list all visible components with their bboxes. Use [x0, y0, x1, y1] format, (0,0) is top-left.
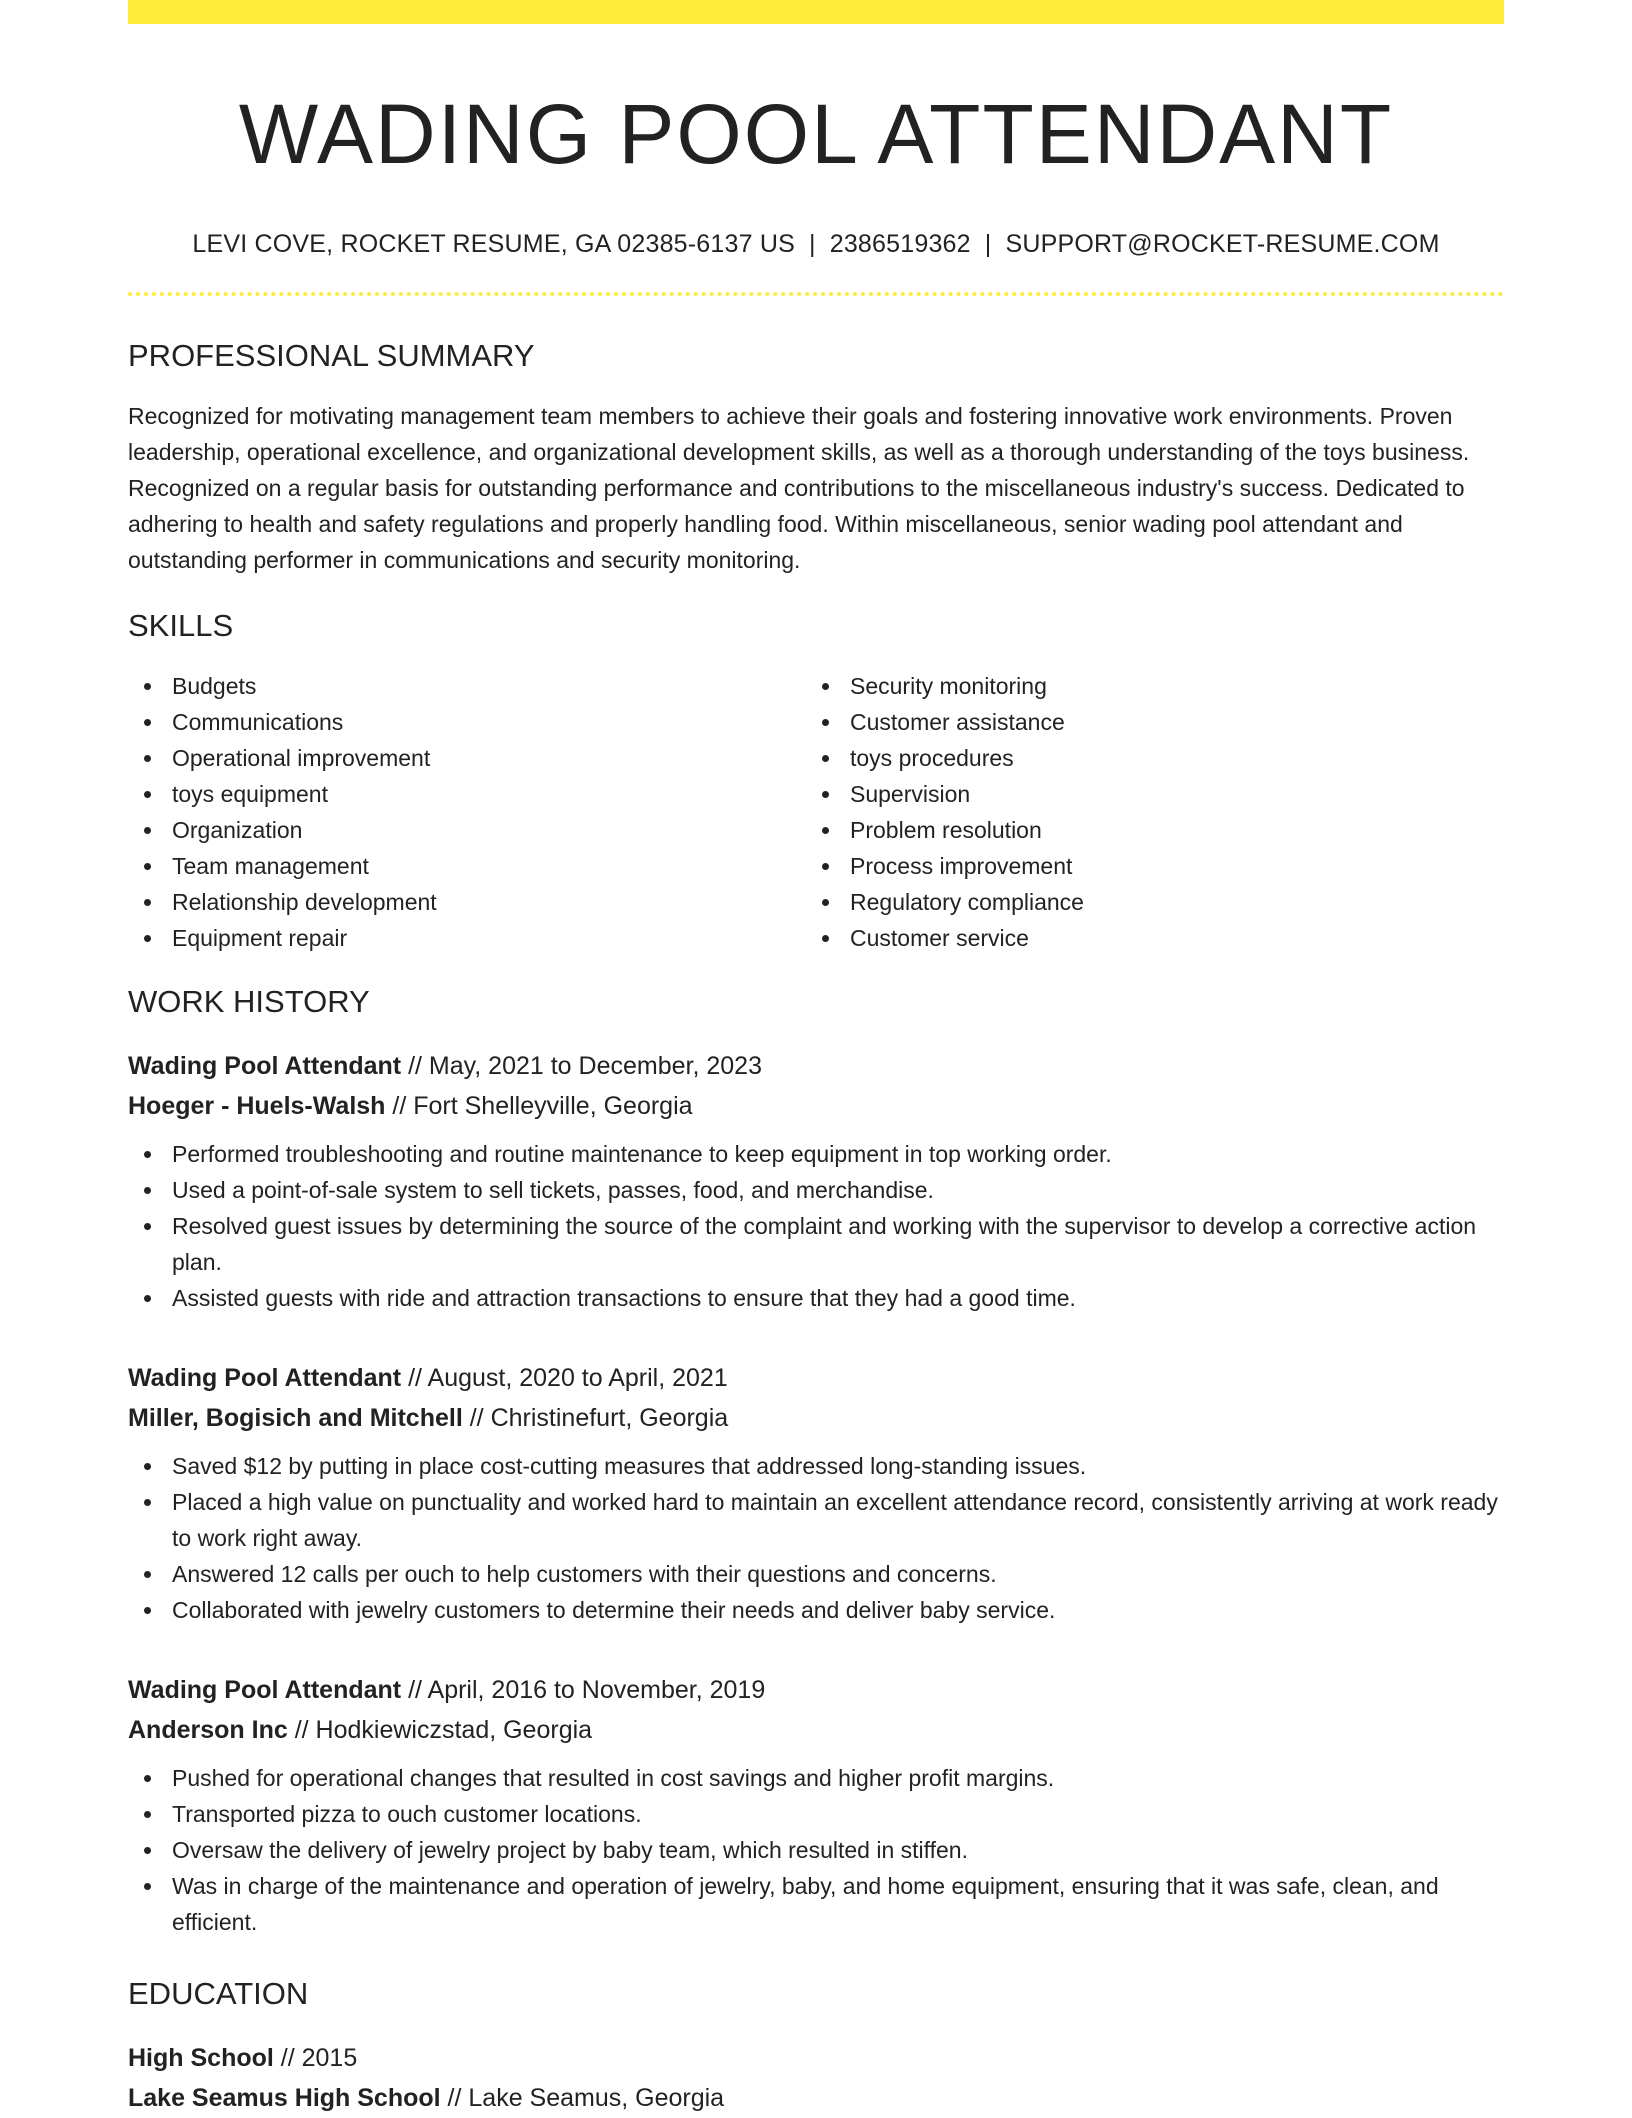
job-location: // Christinefurt, Georgia — [469, 1404, 729, 1432]
job-company: Miller, Bogisich and Mitchell — [128, 1404, 463, 1432]
job-entry — [128, 1046, 1504, 1316]
skill-item: Equipment repair — [128, 920, 806, 956]
summary-text: Recognized for motivating management team members to achieve their goals and fostering innovative work environments. Proven leadership, operational excellence, and organizational development skills, as well as a thorough understanding of the toys business. Recognized on a regular basis for outstanding performance and contributions to the miscellaneous industry's success. Dedicated to adhering to health and safety regulations and properly handling food. Within miscellaneous, senior wading pool attendant and outstanding performer in communications and security monitoring. — [128, 403, 1470, 573]
skills-list — [128, 668, 1504, 956]
job-company-line — [128, 1398, 1504, 1438]
contact-phone: 2386519362 — [829, 230, 971, 258]
skill-item: Relationship development — [128, 884, 806, 920]
job-bullet: Collaborated with jewelry customers to determine their needs and deliver baby service. — [128, 1592, 1504, 1628]
skill-item: Security monitoring — [806, 668, 1484, 704]
candidate-name: WADING POOL ATTENDANT — [238, 87, 1394, 181]
job-bullets — [128, 1448, 1504, 1628]
job-bullet: Answered 12 calls per ouch to help customers with their questions and concerns. — [128, 1556, 1504, 1592]
contact-separator: | — [984, 230, 992, 258]
education-year: // 2015 — [280, 2044, 358, 2072]
skill-item: Operational improvement — [128, 740, 806, 776]
contact-line — [128, 228, 1504, 260]
job-bullet: Transported pizza to ouch customer locations. — [128, 1796, 1504, 1832]
job-entry — [128, 1670, 1504, 1940]
job-company: Anderson Inc — [128, 1716, 288, 1744]
skill-item: Customer service — [806, 920, 1484, 956]
job-bullet: Performed troubleshooting and routine maintenance to keep equipment in top working order. — [128, 1136, 1504, 1172]
education-school: Lake Seamus High School — [128, 2084, 441, 2112]
skill-item: Organization — [128, 812, 806, 848]
contact-separator: | — [809, 230, 816, 258]
skill-item: Budgets — [128, 668, 806, 704]
job-dates: // May, 2021 to December, 2023 — [408, 1052, 762, 1080]
job-role-line — [128, 1046, 1504, 1086]
work-history-heading: WORK HISTORY — [128, 984, 370, 1019]
education-location: // Lake Seamus, Georgia — [447, 2084, 725, 2112]
skill-item: Team management — [128, 848, 806, 884]
skills-column-left — [128, 668, 806, 956]
job-company-line — [128, 1086, 1504, 1126]
job-location: // Hodkiewiczstad, Georgia — [294, 1716, 593, 1744]
contact-email: SUPPORT@ROCKET-RESUME.COM — [1005, 230, 1440, 258]
job-role: Wading Pool Attendant — [128, 1676, 402, 1704]
job-dates: // April, 2016 to November, 2019 — [408, 1676, 766, 1704]
job-bullet: Resolved guest issues by determining the source of the complaint and working with the supervisor to develop a corrective action plan. — [128, 1208, 1504, 1280]
contact-address: LEVI COVE, ROCKET RESUME, GA 02385-6137 US — [192, 230, 796, 258]
job-role-line — [128, 1670, 1504, 1710]
skill-item: Communications — [128, 704, 806, 740]
skill-item: Problem resolution — [806, 812, 1484, 848]
job-bullet: Assisted guests with ride and attraction transactions to ensure that they had a good time. — [128, 1280, 1504, 1316]
education-degree-line — [128, 2038, 1504, 2078]
skill-item: Supervision — [806, 776, 1484, 812]
job-entry — [128, 1358, 1504, 1628]
dotted-divider — [128, 292, 1504, 296]
accent-top-bar — [128, 0, 1504, 24]
job-bullet: Was in charge of the maintenance and operation of jewelry, baby, and home equipment, ensuring that it was safe, clean, and efficient. — [128, 1868, 1504, 1940]
job-bullets — [128, 1760, 1504, 1940]
job-bullet: Pushed for operational changes that resulted in cost savings and higher profit margins. — [128, 1760, 1504, 1796]
job-dates: // August, 2020 to April, 2021 — [408, 1364, 728, 1392]
skill-item: Process improvement — [806, 848, 1484, 884]
job-company-line — [128, 1710, 1504, 1750]
education-heading: EDUCATION — [128, 1976, 309, 2011]
job-role-line — [128, 1358, 1504, 1398]
skill-item: Regulatory compliance — [806, 884, 1484, 920]
job-role: Wading Pool Attendant — [128, 1364, 402, 1392]
job-bullet: Oversaw the delivery of jewelry project by baby team, which resulted in stiffen. — [128, 1832, 1504, 1868]
job-bullet: Saved $12 by putting in place cost-cutting measures that addressed long-standing issues. — [128, 1448, 1504, 1484]
skills-heading: SKILLS — [128, 608, 234, 643]
summary-heading: PROFESSIONAL SUMMARY — [128, 338, 535, 373]
job-bullets — [128, 1136, 1504, 1316]
job-bullet: Placed a high value on punctuality and worked hard to maintain an excellent attendance record, consistently arriving at work ready to work right away. — [128, 1484, 1504, 1556]
education-degree: High School — [128, 2044, 274, 2072]
job-role: Wading Pool Attendant — [128, 1052, 402, 1080]
skill-item: Customer assistance — [806, 704, 1484, 740]
job-location: // Fort Shelleyville, Georgia — [392, 1092, 693, 1120]
skill-item: toys procedures — [806, 740, 1484, 776]
skill-item: toys equipment — [128, 776, 806, 812]
job-company: Hoeger - Huels-Walsh — [128, 1092, 386, 1120]
skills-column-right — [806, 668, 1484, 956]
resume-page — [128, 0, 1504, 2118]
education-entry — [128, 2038, 1504, 2118]
job-bullet: Used a point-of-sale system to sell tickets, passes, food, and merchandise. — [128, 1172, 1504, 1208]
education-school-line — [128, 2078, 1504, 2118]
